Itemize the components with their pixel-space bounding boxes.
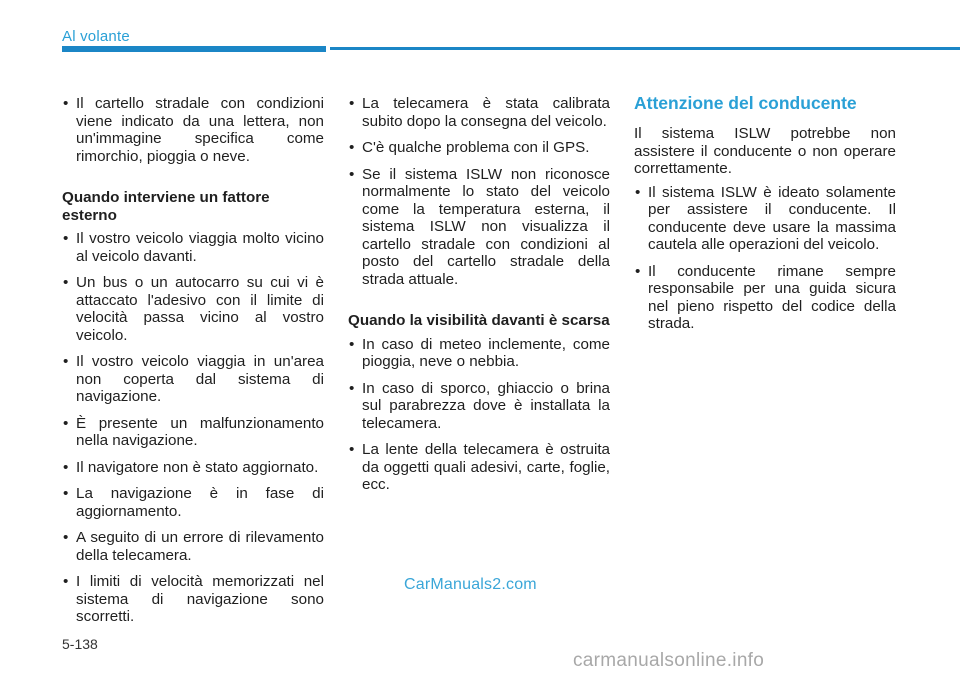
- header-rule-thick: [62, 46, 326, 52]
- column-1: [62, 95, 324, 635]
- list-item: • Il conducente rimane sempre responsabile per una guida sicura nel pieno rispetto del codice della strada.: [635, 262, 896, 332]
- page-number: 5-138: [62, 636, 98, 652]
- column-3: [634, 93, 896, 342]
- list-item: • Il navigatore non è stato aggiornato.: [63, 458, 319, 476]
- watermark-link[interactable]: CarManuals2.com: [404, 576, 537, 593]
- list-item: • La lente della telecamera è ostruita da oggetti quali adesivi, carte, foglie, ecc.: [349, 441, 610, 493]
- list-item: • La telecamera è stata calibrata subito dopo la consegna del veicolo.: [349, 95, 610, 130]
- list-item: • Un bus o un autocarro su cui vi è attaccato l'adesivo con il limite di velocità passa vicino al vostro veicolo.: [63, 274, 324, 344]
- list-item: • A seguito di un errore di rilevamento della telecamera.: [63, 529, 324, 564]
- subheading-external-factor: Quando interviene un fattore esterno: [62, 189, 270, 224]
- list-item: • Se il sistema ISLW non riconosce normalmente lo stato del veicolo come la temperatura esterna, il sistema ISLW non visualizza il cartello stradale con condizioni al posto del cartello stradale della strada attuale.: [349, 165, 610, 288]
- section-title: Al volante: [62, 28, 130, 45]
- list-item: • C'è qualche problema con il GPS.: [349, 139, 590, 156]
- subheading-low-visibility: Quando la visibilità davanti è scarsa: [348, 312, 610, 329]
- list-item: • Il vostro veicolo viaggia in un'area non coperta dal sistema di navigazione.: [63, 353, 324, 405]
- list-item: • Il sistema ISLW è ideato solamente per assistere il conducente. Il conducente deve usare la massima cautela alle operazioni del veicolo.: [635, 183, 896, 253]
- intro-paragraph: Il sistema ISLW potrebbe non assistere il conducente o non operare correttamente.: [634, 125, 896, 177]
- list-item: • In caso di meteo inclemente, come pioggia, neve o nebbia.: [349, 335, 610, 370]
- site-watermark: carmanualsonline.info: [573, 650, 765, 671]
- list-item: • La navigazione è in fase di aggiornamento.: [63, 485, 324, 520]
- header-rule-thin: [330, 47, 960, 50]
- list-item: • I limiti di velocità memorizzati nel sistema di navigazione sono scorretti.: [63, 573, 324, 625]
- list-item: • Il cartello stradale con condizioni viene indicato da una lettera, non un'immagine specifica come rimorchio, pioggia o neve.: [63, 95, 324, 165]
- list-item: • In caso di sporco, ghiaccio o brina sul parabrezza dove è installata la telecamera.: [349, 379, 610, 432]
- list-item: • È presente un malfunzionamento nella navigazione.: [63, 414, 324, 449]
- column-2: [348, 95, 610, 503]
- list-item: • Il vostro veicolo viaggia molto vicino al veicolo davanti.: [63, 230, 324, 265]
- driver-attention-heading: Attenzione del conducente: [634, 93, 857, 113]
